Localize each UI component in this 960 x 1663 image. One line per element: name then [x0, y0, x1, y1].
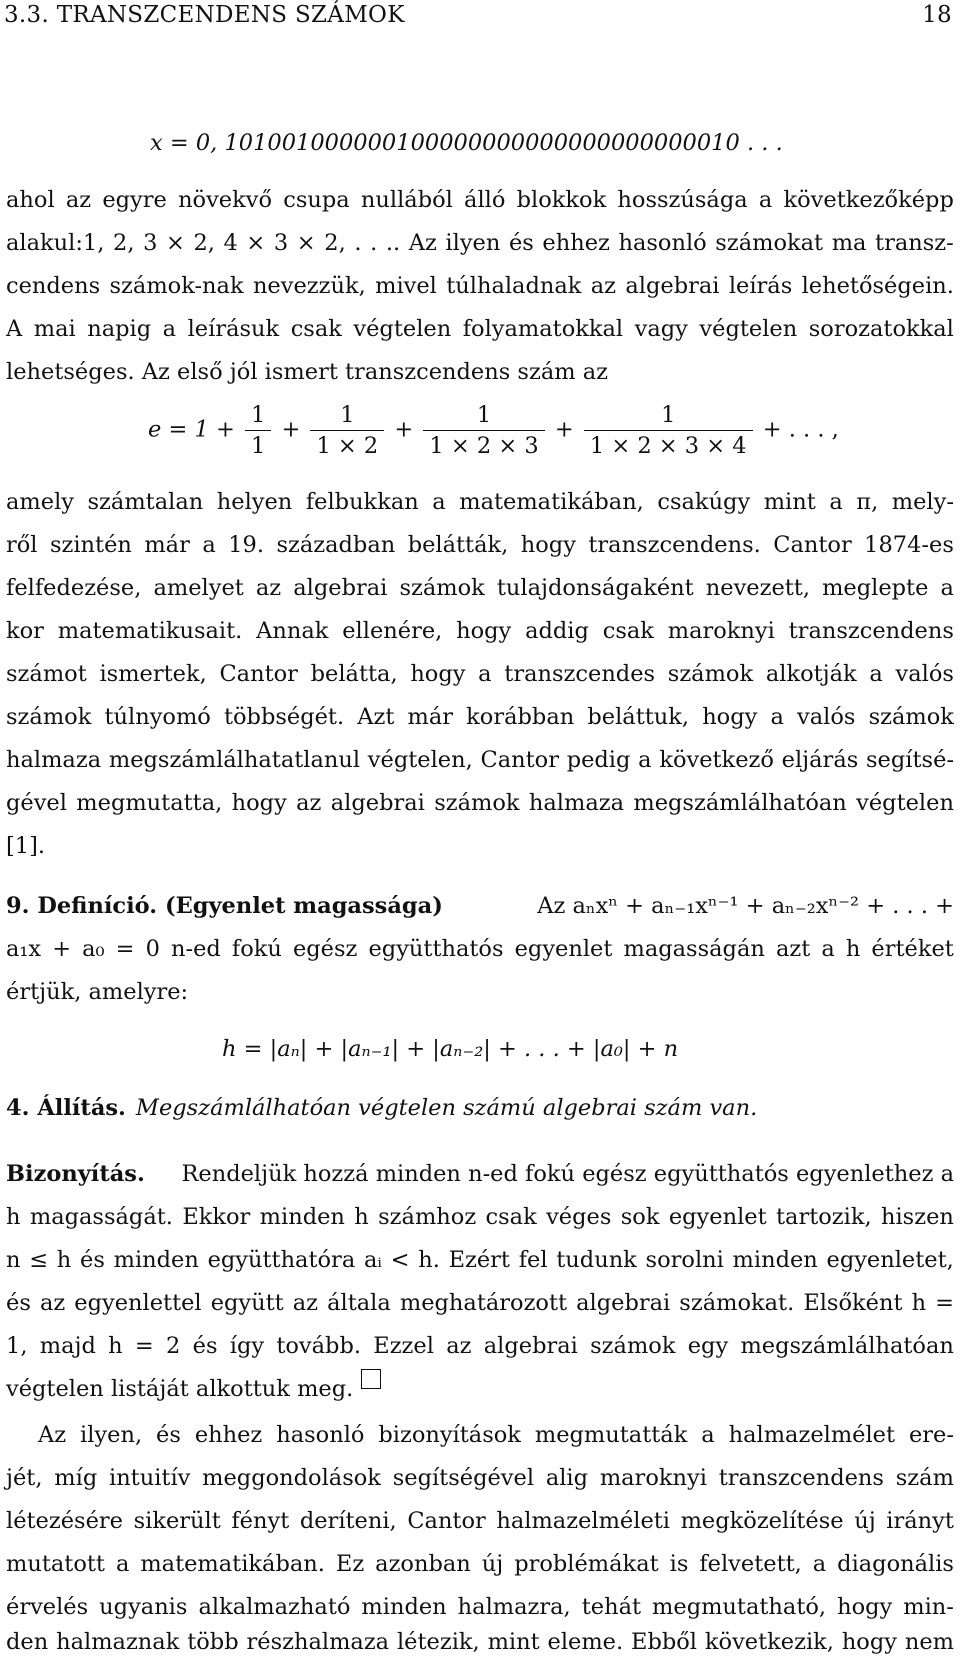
page-number: 18 [922, 2, 952, 28]
text-line: számot ismertek, Cantor belátta, hogy a transzcendes számok alkotják a valós [6, 661, 954, 687]
text-line: alakul:1, 2, 3 × 2, 4 × 3 × 2, . . .. Az ilyen és ehhez hasonló számokat ma transz- [6, 230, 954, 256]
text-line: érvelés ugyanis alkalmazható minden halmazra, tehát megmutatható, hogy min- [6, 1594, 954, 1620]
text-line: gével megmutatta, hogy az algebrai számok halmaza megszámlálhatóan végtelen [6, 790, 954, 816]
claim-4 [6, 1088, 954, 1129]
text-line: a₁x + a₀ = 0 n-ed fokú egész együtthatós egyenlet magasságán azt a h értéket [6, 936, 954, 962]
text-line: h magasságát. Ekkor minden h számhoz csak véges sok egyenlet tartozik, hiszen [6, 1204, 954, 1230]
text-line: n ≤ h és minden együtthatóra aᵢ < h. Ezért fel tudunk sorolni minden egyenletet, [6, 1247, 954, 1273]
text-line: ahol az egyre növekvő csupa nullából álló blokkok hosszúsága a következőképp [6, 187, 954, 213]
text-line: amely számtalan helyen felbukkan a matematikában, csakúgy mint a π, mely- [6, 489, 954, 515]
text-line: 9. Definíció. (Egyenlet magassága) Az aₙxⁿ + aₙ₋₁xⁿ⁻¹ + aₙ₋₂xⁿ⁻² + . . . + [6, 886, 954, 927]
text-line: Az ilyen, és ehhez hasonló bizonyítások megmutatták a halmazelmélet ere- [38, 1422, 954, 1448]
claim-label: 4. Állítás. [6, 1095, 126, 1121]
text-line: A mai napig a leírásuk csak végtelen folyamatokkal vagy végtelen sorozatokkal [6, 316, 954, 342]
proof-label: Bizonyítás. [6, 1161, 145, 1187]
text-line: ről szintén már a 19. században belátták, hogy transzcendens. Cantor 1874-es [6, 532, 954, 558]
text-line: és az egyenlettel együtt az általa meghatározott algebrai számokat. Elsőként h = [6, 1290, 954, 1316]
text-line: számok túlnyomó többségét. Azt már korábban beláttuk, hogy a valós számok [6, 704, 954, 730]
formula-e-lhs: e = 1 + [148, 416, 235, 443]
text-line: kor matematikusait. Annak ellenére, hogy addig csak maroknyi transzcendens [6, 618, 954, 644]
section-title: 3.3. TRANSZCENDENS SZÁMOK [4, 2, 405, 28]
text-line: den halmaznak több részhalmaza létezik, mint eleme. Ebből következik, hogy nem [6, 1629, 954, 1655]
text-line: felfedezése, amelyet az algebrai számok tulajdonságaként nevezett, meglepte a [6, 575, 954, 601]
text-line: értjük, amelyre: [6, 979, 189, 1005]
fraction: $\frac{1}{1 \times 2 \times 3}$ [423, 400, 544, 461]
formula-e: e = 1 + $\frac{1}{1}$ + $\frac{1}{1 \times 2}$ + $\frac{1}{1 \times 2 \times 3}$ + $\frac{1}{1 \times 2 \times 3 \times 4}$ + . . . , [148, 402, 839, 459]
definition-label: 9. Definíció. (Egyenlet magassága) [6, 893, 443, 919]
claim-text: Megszámlálhatóan végtelen számú algebrai szám van. [135, 1095, 758, 1121]
text-line: jét, míg intuitív meggondolások segítségével alig maroknyi transzcendens szám [6, 1465, 954, 1491]
text-line: lehetséges. Az első jól ismert transzcendens szám az [6, 359, 609, 385]
formula-e-tail: + . . . , [762, 416, 839, 443]
text-line: végtelen listáját alkottuk meg. [6, 1369, 954, 1410]
text-line: mutatott a matematikában. Ez azonban új problémákat is felvetett, a diagonális [6, 1551, 954, 1577]
text-line: 1, majd h = 2 és így tovább. Ezzel az algebrai számok egy megszámlálhatóan [6, 1333, 954, 1359]
fraction: $\frac{1}{1}$ [245, 400, 271, 461]
text-line: [1]. [6, 833, 46, 859]
qed-square-icon [361, 1369, 381, 1389]
page-header [4, 2, 952, 32]
text-line: létezésére sikerült fényt deríteni, Cantor halmazelméleti megközelítése új irányt [6, 1508, 954, 1534]
fraction: $\frac{1}{1 \times 2}$ [310, 400, 384, 461]
fraction: $\frac{1}{1 \times 2 \times 3 \times 4}$ [584, 400, 753, 461]
text-line: cendens számok-nak nevezzük, mivel túlhaladnak az algebrai leírás lehetőségein. [6, 273, 954, 299]
formula-x: x = 0, 101001000000100000000000000000000010 . . . [150, 130, 783, 156]
text-line: halmaza megszámlálhatatlanul végtelen, Cantor pedig a következő eljárás segítsé- [6, 747, 954, 773]
formula-h: h = |aₙ| + |aₙ₋₁| + |aₙ₋₂| + . . . + |a₀| + n [222, 1036, 679, 1062]
text-line: Bizonyítás. Rendeljük hozzá minden n-ed fokú egész együtthatós egyenlethez a [6, 1154, 954, 1195]
